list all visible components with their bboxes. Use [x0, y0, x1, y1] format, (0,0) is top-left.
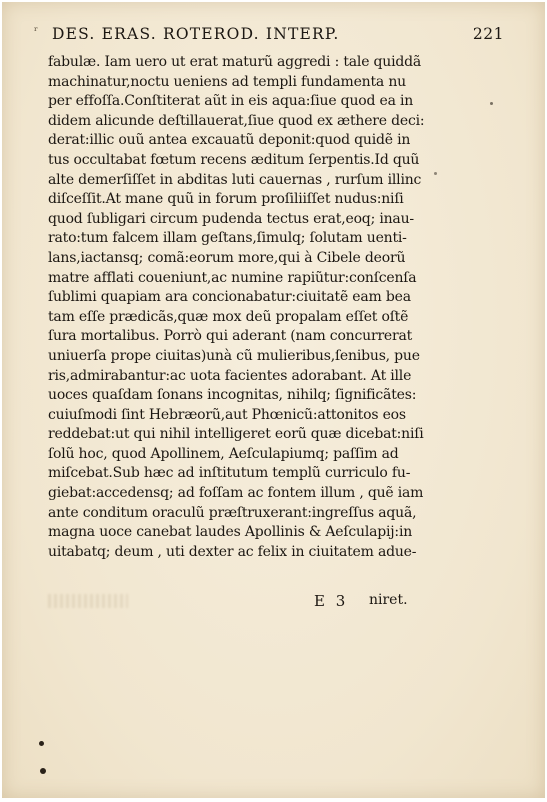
running-head-title: DES. ERAS. ROTEROD. INTERP. [52, 25, 340, 43]
text-line: reddebat:ut qui nihil intelligeret eorũ quæ dicebat:niſi [48, 426, 424, 443]
text-line: tus occultabat fœtum recens æditum ſerpentis.Id quũ [48, 151, 420, 168]
text-line: giebat:accedensq; ad foſſam ac fontem illum , quẽ iam [48, 485, 424, 502]
text-line: ſolũ hoc, quod Apollinem, Aeſculapiumq; paſſim ad [48, 445, 399, 462]
text-line: ris,admirabantur:ac uota facientes adorabant. At ille [48, 367, 412, 384]
text-line: fabulæ. Iam uero ut erat maturũ aggredi : tale quiddã [48, 54, 422, 70]
text-line: derat:illic ouũ antea excauatũ deponit:quod quidẽ in [48, 132, 411, 149]
text-line: lans,iactansq; comã:eorum more,qui à Cibele deorũ [48, 249, 406, 266]
running-head-mark: ʳ [34, 24, 39, 38]
text-line: machinatur,noctu ueniens ad templi fundamenta nu [48, 73, 406, 90]
ink-offset-smudge [48, 594, 128, 608]
text-line: alte demerſiſſet in abditas luti cauernas , rurſum illinc [48, 171, 422, 188]
catchword-line [314, 592, 444, 614]
running-head [34, 24, 504, 48]
text-line: tam eſſe prædicãs,quæ mox deũ propalam eſſet oſtẽ [48, 308, 409, 325]
text-line: magna uoce canebat laudes Apollinis & Aeſculapij:in [48, 524, 413, 541]
book-page [2, 2, 545, 798]
ink-spot [39, 741, 44, 746]
text-line: cuiuſmodi ſint Hebræorũ,aut Phœnicũ:attonitos eos [48, 406, 406, 423]
text-line: per effoſſa.Conſtiterat aũt in eis aqua:ſiue quod ea in [48, 93, 414, 110]
text-line: diſceſſit.At mane quũ in forum proſiliiſſet nudus:niſi [48, 191, 404, 208]
page-number: 221 [472, 25, 504, 43]
ink-spot [40, 768, 46, 774]
text-line: uitabatq; deum , uti dexter ac felix in ciuitatem adue- [48, 543, 417, 560]
ink-speck [490, 102, 493, 105]
text-line: uniuerſa prope ciuitas)unà cũ mulieribus,ſenibus, pue [48, 347, 420, 364]
text-line: ſura mortalibus. Porrò qui aderant (nam concurrerat [48, 328, 413, 345]
text-line: matre afflati coueniunt,ac numine rapiũtur:conſcenſa [48, 269, 417, 286]
signature-mark: E 3 [314, 592, 349, 610]
text-line: ſublimi quapiam ara concionabatur:ciuitatẽ eam bea [48, 289, 411, 306]
catchword: niret. [369, 592, 408, 608]
text-line: ante conditum oraculũ præſtruxerant:ingreſſus aquã, [48, 504, 417, 521]
text-line: miſcebat.Sub hæc ad inſtitutum templũ curriculo fu- [48, 465, 411, 482]
text-line: quod ſubligari circum pudenda tectus erat,eoq; inau- [48, 210, 414, 227]
ink-speck [434, 172, 437, 175]
body-text [48, 53, 478, 562]
text-line: didem alicunde deſtillauerat,ſiue quod ex æthere deci: [48, 112, 425, 129]
text-line: uoces quaſdam ſonans incognitas, nihilq; ſignificãtes: [48, 387, 417, 404]
text-line: rato:tum falcem illam geſtans,ſimulq; ſolutam uenti- [48, 230, 407, 247]
